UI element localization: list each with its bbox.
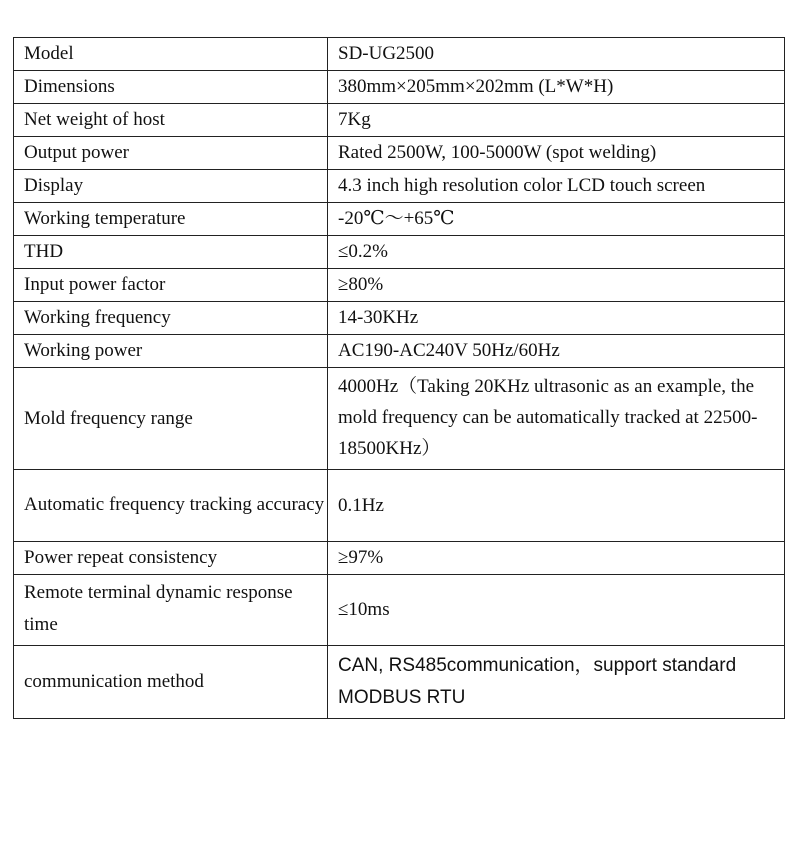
spec-label-working-temperature: Working temperature: [14, 203, 328, 236]
table-row: [14, 302, 785, 335]
table-row: [14, 368, 785, 470]
spec-value-working-frequency: 14-30KHz: [328, 302, 785, 335]
spec-label-model: Model: [14, 38, 328, 71]
spec-label-working-power: Working power: [14, 335, 328, 368]
table-row: [14, 71, 785, 104]
spec-value-display: 4.3 inch high resolution color LCD touch screen: [328, 170, 785, 203]
table-row: [14, 203, 785, 236]
spec-label-thd: THD: [14, 236, 328, 269]
table-row: [14, 104, 785, 137]
table-row: [14, 542, 785, 575]
table-row: [14, 575, 785, 646]
spec-value-thd: ≤0.2%: [328, 236, 785, 269]
table-row: [14, 38, 785, 71]
spec-label-working-frequency: Working frequency: [14, 302, 328, 335]
specification-table: [13, 37, 785, 719]
spec-value-input-power-factor: ≥80%: [328, 269, 785, 302]
spec-value-working-power: AC190-AC240V 50Hz/60Hz: [328, 335, 785, 368]
table-row: [14, 646, 785, 719]
spec-value-mold-frequency-range: 4000Hz（Taking 20KHz ultrasonic as an example, the mold frequency can be automatically tracked at 22500-18500KHz）: [328, 368, 785, 470]
table-row: [14, 236, 785, 269]
spec-value-working-temperature: -20℃～+65℃: [328, 203, 785, 236]
table-row: [14, 269, 785, 302]
spec-value-dimensions: 380mm×205mm×202mm (L*W*H): [328, 71, 785, 104]
table-row: [14, 170, 785, 203]
spec-label-mold-frequency-range: Mold frequency range: [14, 368, 328, 470]
spec-value-frequency-tracking-accuracy: 0.1Hz: [328, 470, 785, 542]
spec-value-net-weight: 7Kg: [328, 104, 785, 137]
spec-value-response-time: ≤10ms: [328, 575, 785, 646]
spec-value-power-repeat-consistency: ≥97%: [328, 542, 785, 575]
spec-label-output-power: Output power: [14, 137, 328, 170]
spec-label-power-repeat-consistency: Power repeat consistency: [14, 542, 328, 575]
spec-value-output-power: Rated 2500W, 100-5000W (spot welding): [328, 137, 785, 170]
spec-value-model: SD-UG2500: [328, 38, 785, 71]
spec-label-dimensions: Dimensions: [14, 71, 328, 104]
table-row: [14, 137, 785, 170]
spec-label-net-weight: Net weight of host: [14, 104, 328, 137]
table-row: [14, 335, 785, 368]
spec-label-response-time: Remote terminal dynamic response time: [14, 575, 328, 646]
spec-label-communication-method: communication method: [14, 646, 328, 719]
spec-label-display: Display: [14, 170, 328, 203]
spec-label-frequency-tracking-accuracy: Automatic frequency tracking accuracy: [14, 470, 328, 542]
spec-label-input-power-factor: Input power factor: [14, 269, 328, 302]
spec-value-communication-method: CAN, RS485communication，support standard MODBUS RTU: [328, 646, 785, 719]
table-row: [14, 470, 785, 542]
